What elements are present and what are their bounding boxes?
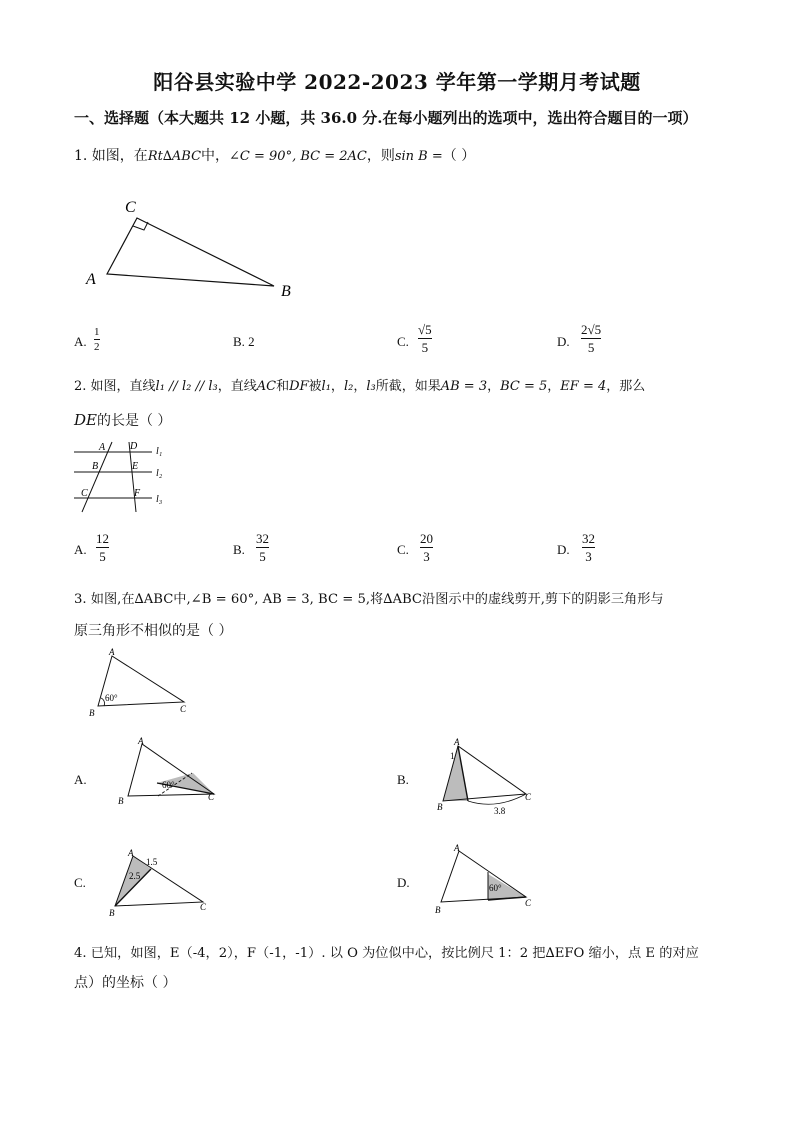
q1-option-b[interactable]	[233, 334, 255, 350]
q1-right-angle-mark	[133, 222, 148, 230]
q3-c-label-b: B	[109, 908, 115, 918]
q2-option-a-label[interactable]: A.	[74, 542, 87, 557]
q1-a-denominator: 2	[94, 341, 100, 353]
q1-suffix: ，则	[366, 148, 395, 164]
q2-ab: AB = 3	[440, 379, 488, 394]
q1-label-c: C	[125, 199, 136, 216]
q3-c-label-c: C	[200, 902, 207, 912]
q1-target: sin B =	[394, 149, 443, 164]
q2-bc: BC = 5	[500, 379, 548, 394]
q2-text-a: 2. 如图，直线	[74, 379, 156, 394]
q1-c-denominator: 5	[421, 340, 429, 355]
q2-label-l3: l₃	[156, 494, 163, 505]
q1-condition: ∠C = 90°, BC = 2AC	[229, 149, 367, 164]
q2-b-denominator: 5	[259, 549, 266, 564]
q3-d-label-b: B	[435, 905, 441, 915]
q3-main-label-a: A	[109, 647, 115, 657]
q2-de: DE	[74, 411, 97, 429]
q2-sep1: ，	[330, 379, 344, 394]
q3-b-label-b: B	[437, 802, 443, 812]
question-2-line-2	[74, 410, 171, 430]
q3-option-b-figure[interactable]	[436, 736, 546, 816]
q3-main-angle-label: 60°	[105, 693, 118, 703]
q1-triangle: Rt∆ABC	[147, 149, 202, 164]
q3-option-a-figure[interactable]	[114, 736, 224, 808]
q1-label-a: A	[86, 271, 96, 288]
page-title: 阳谷县实验中学 2022-2023 学年第一学期月考试题	[153, 70, 641, 94]
question-3-line-2: 原三角形不相似的是（ ）	[74, 623, 233, 639]
q2-text-d: 所截，如果	[375, 379, 441, 394]
q2-text-c: 被	[308, 379, 322, 394]
q1-option-a-label[interactable]: A.	[74, 334, 87, 349]
q1-option-a-value[interactable]	[94, 326, 100, 353]
q2-and: 和	[276, 379, 290, 394]
q2-c-denominator: 3	[423, 549, 430, 564]
q1-paren: （ ）	[442, 148, 476, 164]
section-heading: 一、选择题（本大题共 12 小题，共 36.0 分.在每小题列出的选项中，选出符合题目的一项）	[74, 109, 698, 127]
q2-label-l2: l₂	[156, 468, 163, 479]
q3-option-c-figure[interactable]	[107, 846, 217, 920]
question-4-line-1: 4. 已知，如图，E（-4，2），F（-1，-1）. 以 O 为位似中心，按比例尺 1：2 把∆EFO 缩小，点 E 的对应	[74, 946, 699, 961]
q2-l1: l₁	[321, 379, 331, 394]
q3-a-label-a: A	[138, 736, 144, 746]
q2-label-b: B	[92, 461, 99, 472]
q2-text-b: ，直线	[217, 379, 257, 394]
q3-a-label-b: B	[118, 796, 124, 806]
q3-main-label-b: B	[89, 708, 95, 718]
q1-mid: 中，	[201, 148, 230, 164]
q2-a-numerator: 12	[96, 531, 109, 546]
q2-a-denominator: 5	[99, 549, 106, 564]
q2-label-d: D	[130, 441, 138, 452]
q2-label-c: C	[81, 488, 88, 499]
q2-ac: AC	[256, 379, 277, 394]
q3-b-arc	[468, 794, 526, 804]
q2-label-f: F	[134, 488, 141, 499]
q3-b-base-label: 3.8	[494, 806, 506, 816]
q2-parallel: l₁ // l₂ // l₃	[155, 379, 218, 394]
q3-option-d-figure[interactable]	[432, 842, 542, 918]
q3-c-top-label: 1.5	[146, 857, 158, 867]
question-4-line-2: 点）的坐标（ ）	[74, 975, 177, 991]
q1-option-c-value[interactable]	[418, 322, 432, 355]
q2-label-l1: l₁	[156, 446, 163, 457]
q2-sep4: ，	[547, 379, 561, 394]
q1-c-numerator: √5	[418, 322, 432, 337]
question-2-line-1	[74, 375, 645, 394]
q3-a-angle-label: 60°	[162, 780, 175, 790]
question-1-text	[74, 145, 475, 165]
q1-option-d-value[interactable]	[581, 322, 601, 355]
q1-d-denominator: 5	[587, 340, 595, 355]
q1-prefix: 1. 如图，在	[74, 148, 148, 164]
q1-b-label: B.	[233, 334, 245, 349]
q3-option-b-label[interactable]: B.	[397, 772, 409, 787]
q3-c-side-label: 2.5	[129, 871, 141, 881]
q2-sep2: ，	[353, 379, 367, 394]
q3-b-label-a: A	[454, 737, 460, 747]
q1-b-value: 2	[248, 334, 255, 349]
q3-d-angle-label: 60°	[489, 883, 502, 893]
q2-df: DF	[289, 379, 309, 394]
q2-text-line2: 的长是（ ）	[96, 413, 172, 429]
q3-main-figure	[84, 644, 194, 720]
q2-l2: l₂	[343, 379, 354, 394]
q1-triangle-shape	[107, 218, 274, 286]
q2-b-numerator: 32	[256, 531, 269, 546]
q2-label-a: A	[99, 442, 106, 453]
q2-option-d-label[interactable]: D.	[557, 542, 570, 557]
q2-d-numerator: 32	[582, 531, 595, 546]
q2-option-c-value[interactable]	[420, 531, 433, 564]
q3-main-label-c: C	[180, 704, 187, 714]
q2-d-denominator: 3	[585, 549, 592, 564]
q1-d-numerator: 2√5	[581, 322, 602, 337]
q2-label-e: E	[132, 461, 139, 472]
q2-figure	[72, 438, 172, 518]
q2-text-e: ，那么	[606, 379, 646, 394]
q2-sep3: ，	[487, 379, 501, 394]
q3-d-label-c: C	[525, 898, 532, 908]
q1-option-c-label[interactable]: C.	[397, 334, 409, 349]
q2-l3: l₃	[366, 379, 376, 394]
q2-option-b-value[interactable]	[256, 531, 269, 564]
q2-option-b-label[interactable]: B.	[233, 542, 245, 557]
q1-figure	[80, 190, 310, 305]
q3-d-label-a: A	[454, 843, 460, 853]
q2-c-numerator: 20	[420, 531, 433, 546]
q3-a-label-c: C	[208, 792, 215, 802]
q3-b-side-label: 1	[450, 751, 455, 761]
q1-a-numerator: 1	[94, 326, 100, 338]
q3-option-d-label[interactable]: D.	[397, 875, 410, 890]
q3-b-label-c: C	[525, 792, 532, 802]
q3-option-c-label[interactable]: C.	[74, 875, 86, 890]
q3-option-a-label[interactable]: A.	[74, 772, 87, 787]
q2-option-c-label[interactable]: C.	[397, 542, 409, 557]
question-3-line-1: 3. 如图,在∆ABC中,∠B = 60°, AB = 3, BC = 5,将∆ABC沿图示中的虚线剪开,剪下的阴影三角形与	[74, 592, 664, 607]
q1-option-d-label[interactable]: D.	[557, 334, 570, 349]
q2-ef: EF = 4	[560, 379, 607, 394]
q1-label-b: B	[281, 283, 291, 300]
q3-c-label-a: A	[128, 848, 134, 858]
q2-option-d-value[interactable]	[582, 531, 595, 564]
q2-option-a-value[interactable]	[96, 531, 109, 564]
